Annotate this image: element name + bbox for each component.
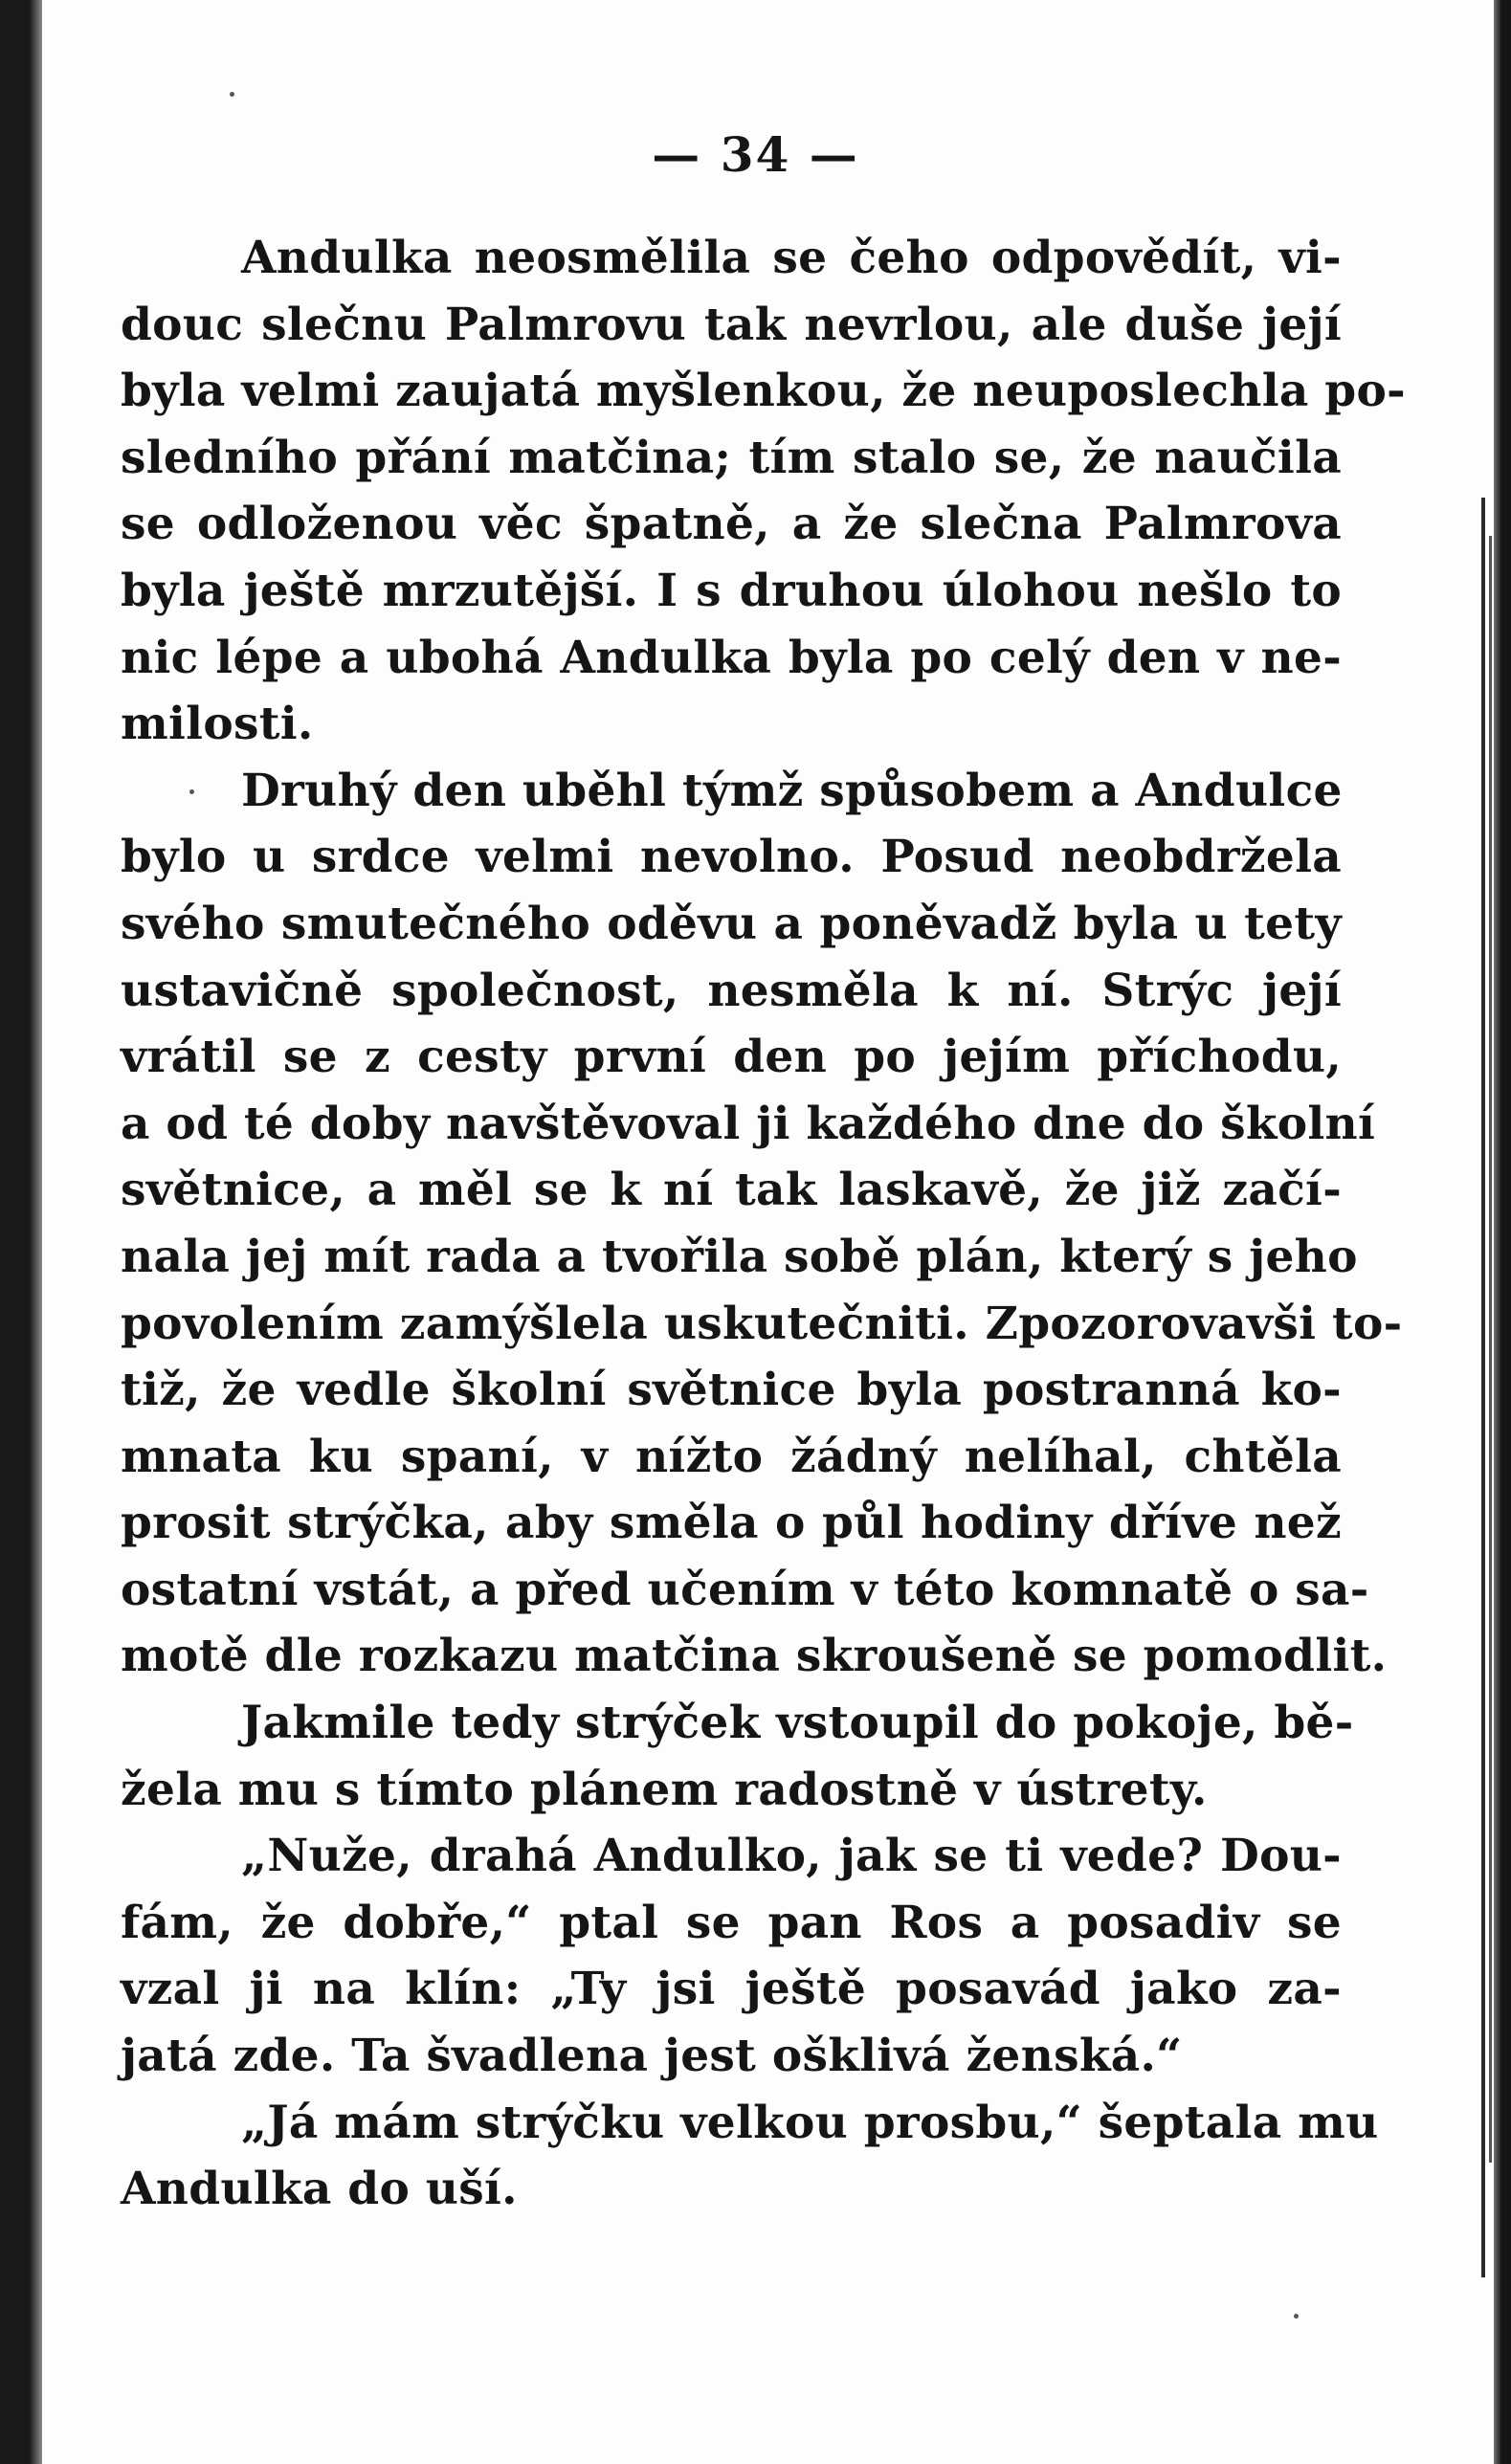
text-line: Andulka do uší.: [121, 2163, 518, 2216]
text-line: vrátil se z cesty první den po jejím příchodu,: [121, 1031, 1342, 1084]
text-line: byla velmi zaujatá myšlenkou, že neuposlechla po-: [121, 365, 1406, 418]
text-line: fám, že dobře,“ ptal se pan Ros a posadiv se: [121, 1896, 1342, 1949]
text-line: byla ještě mrzutější. I s druhou úlohou nešlo to: [121, 564, 1342, 617]
text-line: světnice, a měl se k ní tak laskavě, že již začí-: [121, 1164, 1342, 1217]
text-line: Druhý den uběhl týmž spůsobem a Andulce: [241, 764, 1343, 817]
text-line: jatá zde. Ta švadlena jest ošklivá ženská.“: [121, 2030, 1183, 2083]
text-line: vzal ji na klín: „Ty jsi ještě posavád jako za-: [121, 1963, 1342, 2016]
text-line: bylo u srdce velmi nevolno. Posud neobdržela: [121, 831, 1342, 884]
text-line: douc slečnu Palmrovu tak nevrlou, ale duše její: [121, 298, 1342, 351]
text-line: motě dle rozkazu matčina skroušeně se pomodlit.: [121, 1630, 1388, 1683]
text-line: a od té doby navštěvoval ji každého dne do školní: [121, 1097, 1376, 1150]
text-line: svého smutečného oděvu a poněvadž byla u tety: [121, 897, 1342, 950]
text-line: milosti.: [121, 698, 314, 751]
text-line: nala jej mít rada a tvořila sobě plán, který s jeho: [121, 1230, 1358, 1283]
page-fold-shadow: [1481, 498, 1485, 2277]
text-line: žela mu s tímto plánem radostně v ústrety.: [121, 1763, 1208, 1816]
scan-speck: [1294, 2314, 1299, 2319]
text-line: povolením zamýšlela uskutečniti. Zpozorovavši to-: [121, 1297, 1403, 1350]
scan-speck: [230, 92, 234, 97]
text-line: prosit strýčka, aby směla o půl hodiny dříve než: [121, 1497, 1342, 1550]
scan-edge-right: [1494, 0, 1511, 2464]
page-fold-shadow-secondary: [1489, 536, 1492, 2163]
text-line: Andulka neosmělila se čeho odpovědít, vi-: [241, 232, 1342, 284]
page-number: — 34 —: [652, 126, 859, 183]
text-line: mnata ku spaní, v nížto žádný nelíhal, chtěla: [121, 1430, 1342, 1483]
text-line: „Nuže, drahá Andulko, jak se ti vede? Dou-: [241, 1830, 1342, 1883]
body-text: [121, 225, 1406, 2223]
text-line: Jakmile tedy strýček vstoupil do pokoje, bě-: [241, 1697, 1354, 1750]
text-line: sledního přání matčina; tím stalo se, že naučila: [121, 431, 1342, 484]
text-line: „Já mám strýčku velkou prosbu,“ šeptala mu: [241, 2096, 1379, 2149]
text-line: tiž, že vedle školní světnice byla postranná ko-: [121, 1364, 1342, 1417]
scan-edge-left: [0, 0, 42, 2464]
text-line: ustavičně společnost, nesměla k ní. Strýc její: [121, 964, 1342, 1017]
text-line: se odloženou věc špatně, a že slečna Palmrova: [121, 498, 1342, 551]
text-line: ostatní vstát, a před učením v této komnatě o sa-: [121, 1563, 1369, 1616]
text-line: nic lépe a ubohá Andulka byla po celý den v ne-: [121, 631, 1342, 684]
